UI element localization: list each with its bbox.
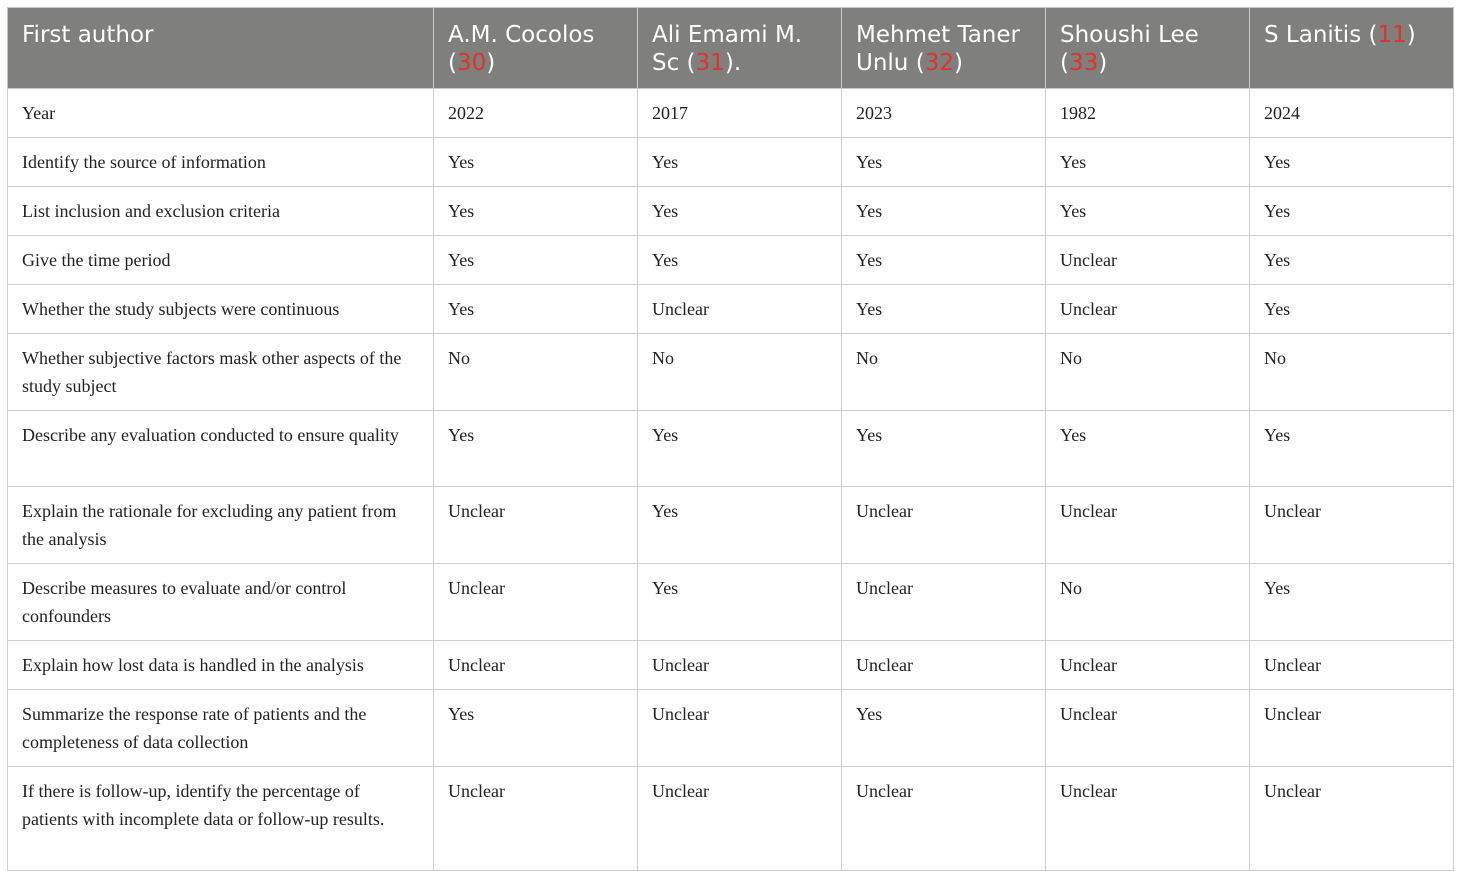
- table-row: [8, 285, 1454, 334]
- author-name: Mehmet Taner Unlu: [856, 22, 1020, 76]
- row-label: If there is follow-up, identify the percentage of patients with incomplete data or follow-up results.: [8, 767, 434, 871]
- table-row: [8, 334, 1454, 411]
- table-cell: Unclear: [434, 641, 638, 690]
- header-row: [8, 8, 1454, 89]
- table-cell: Unclear: [1046, 236, 1250, 285]
- row-label: List inclusion and exclusion criteria: [8, 187, 434, 236]
- table-cell: Yes: [434, 187, 638, 236]
- header-author: Shoushi Lee (33): [1046, 8, 1250, 89]
- table-row: [8, 138, 1454, 187]
- author-name: S Lanitis: [1264, 22, 1362, 48]
- table-row: [8, 641, 1454, 690]
- row-label: Describe any evaluation conducted to ensure quality: [8, 411, 434, 487]
- table-cell: Unclear: [1250, 641, 1454, 690]
- table-row: [8, 487, 1454, 564]
- table-cell: Unclear: [434, 564, 638, 641]
- table-cell: Unclear: [842, 487, 1046, 564]
- reference-link[interactable]: 33: [1068, 50, 1099, 76]
- table-cell: Yes: [1046, 411, 1250, 487]
- table-cell: Yes: [1046, 138, 1250, 187]
- table-cell: Yes: [842, 187, 1046, 236]
- table-cell: Yes: [1250, 236, 1454, 285]
- table-cell: Yes: [638, 236, 842, 285]
- table-cell: Yes: [1250, 138, 1454, 187]
- table-cell: Unclear: [434, 767, 638, 871]
- table-cell: Unclear: [1046, 767, 1250, 871]
- row-label: Identify the source of information: [8, 138, 434, 187]
- table-cell: Yes: [638, 187, 842, 236]
- table-cell: No: [434, 334, 638, 411]
- table-cell: Unclear: [1046, 487, 1250, 564]
- table-cell: No: [1250, 334, 1454, 411]
- table-cell: Yes: [434, 411, 638, 487]
- table-row: [8, 767, 1454, 871]
- row-label: Whether subjective factors mask other aspects of the study subject: [8, 334, 434, 411]
- table-cell: Yes: [434, 138, 638, 187]
- table-cell: Unclear: [1046, 641, 1250, 690]
- header-first-author: First author: [8, 8, 434, 89]
- table-cell: Yes: [1250, 187, 1454, 236]
- header-author: A.M. Cocolos (30): [434, 8, 638, 89]
- table-row: [8, 236, 1454, 285]
- table-row: [8, 690, 1454, 767]
- table-cell: No: [842, 334, 1046, 411]
- table-cell: Unclear: [1250, 487, 1454, 564]
- header-author: Ali Emami M. Sc (31).: [638, 8, 842, 89]
- reference-link[interactable]: 30: [456, 50, 487, 76]
- header-author: Mehmet Taner Unlu (32): [842, 8, 1046, 89]
- table-cell: Yes: [1046, 187, 1250, 236]
- row-label: Whether the study subjects were continuous: [8, 285, 434, 334]
- table-cell: Yes: [1250, 411, 1454, 487]
- table-cell: No: [1046, 564, 1250, 641]
- table-cell: Unclear: [1250, 767, 1454, 871]
- table-row: [8, 187, 1454, 236]
- table-cell: Yes: [842, 285, 1046, 334]
- table-cell: Unclear: [1250, 690, 1454, 767]
- table-cell: No: [638, 334, 842, 411]
- author-name: Shoushi Lee: [1060, 22, 1199, 48]
- author-suffix: .: [733, 50, 742, 76]
- table-cell: 1982: [1046, 89, 1250, 138]
- table-cell: Yes: [638, 564, 842, 641]
- table-cell: Yes: [638, 138, 842, 187]
- table-cell: Yes: [842, 690, 1046, 767]
- table-cell: 2022: [434, 89, 638, 138]
- author-name: A.M. Cocolos: [448, 22, 595, 48]
- table-cell: Yes: [842, 138, 1046, 187]
- table-cell: Unclear: [842, 564, 1046, 641]
- table-cell: Unclear: [638, 690, 842, 767]
- row-label: Summarize the response rate of patients and the completeness of data collection: [8, 690, 434, 767]
- table-cell: Yes: [638, 487, 842, 564]
- quality-assessment-table: [7, 7, 1454, 871]
- row-label: Describe measures to evaluate and/or control confounders: [8, 564, 434, 641]
- table-row: [8, 89, 1454, 138]
- reference-link[interactable]: 11: [1377, 22, 1407, 48]
- table-cell: Unclear: [434, 487, 638, 564]
- table-cell: Unclear: [638, 641, 842, 690]
- table-cell: Yes: [1250, 564, 1454, 641]
- header-author: S Lanitis (11): [1250, 8, 1454, 89]
- table-cell: No: [1046, 334, 1250, 411]
- row-label: Explain how lost data is handled in the analysis: [8, 641, 434, 690]
- table-cell: Unclear: [842, 767, 1046, 871]
- table-cell: 2017: [638, 89, 842, 138]
- table-cell: Yes: [842, 236, 1046, 285]
- reference-link[interactable]: 31: [695, 50, 725, 76]
- table-cell: Yes: [434, 236, 638, 285]
- table-cell: Unclear: [638, 285, 842, 334]
- table-cell: Yes: [638, 411, 842, 487]
- row-label: Give the time period: [8, 236, 434, 285]
- table-cell: 2024: [1250, 89, 1454, 138]
- table-cell: Unclear: [1046, 690, 1250, 767]
- table-cell: Yes: [842, 411, 1046, 487]
- table-cell: Yes: [434, 690, 638, 767]
- row-label: Explain the rationale for excluding any patient from the analysis: [8, 487, 434, 564]
- author-name: Ali Emami M. Sc: [652, 22, 803, 76]
- table-cell: 2023: [842, 89, 1046, 138]
- table-cell: Unclear: [638, 767, 842, 871]
- table-row: [8, 564, 1454, 641]
- reference-link[interactable]: 32: [924, 50, 954, 76]
- row-label: Year: [8, 89, 434, 138]
- table-cell: Unclear: [842, 641, 1046, 690]
- table-cell: Unclear: [1046, 285, 1250, 334]
- table-row: [8, 411, 1454, 487]
- table-cell: Yes: [1250, 285, 1454, 334]
- table-cell: Yes: [434, 285, 638, 334]
